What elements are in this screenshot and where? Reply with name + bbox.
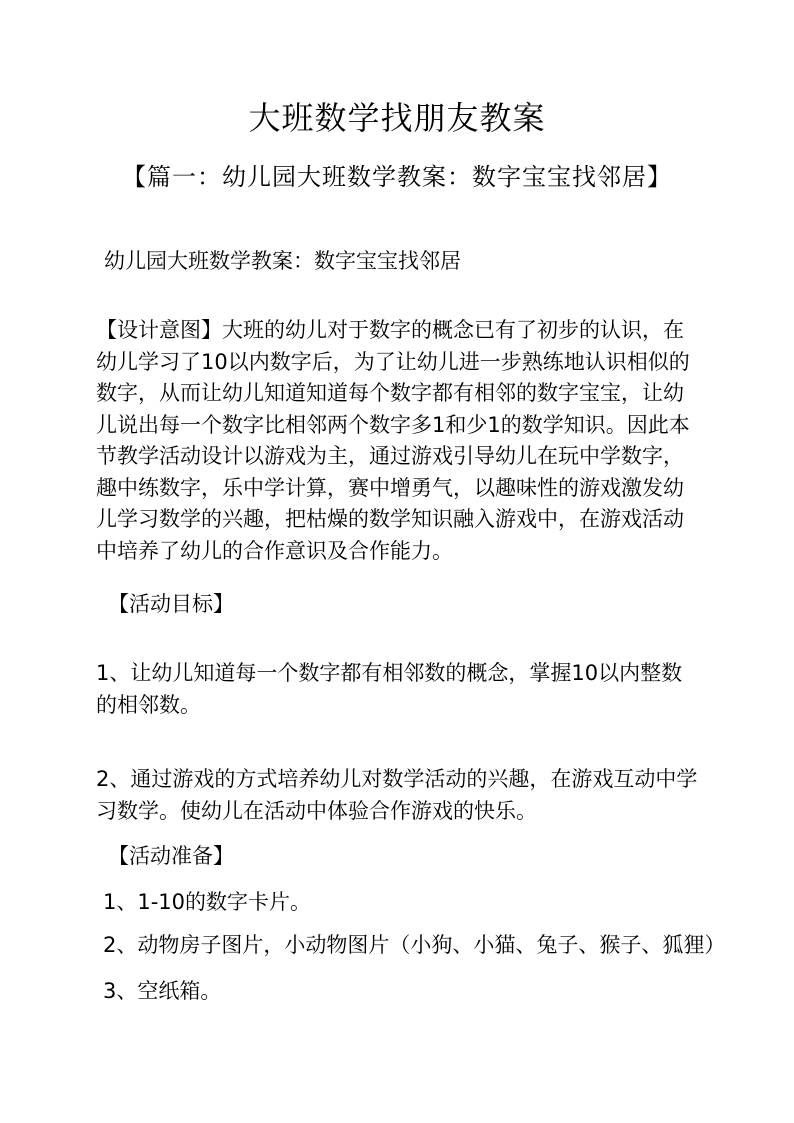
prep-item-2: 2、动物房子图片，小动物图片（小狗、小猫、兔子、猴子、狐狸） [103,933,726,957]
design-intent-paragraph: 【设计意图】大班的幼儿对于数字的概念已有了初步的认识，在幼儿学习了10以内数字后，为了让幼儿进一步熟练地认识相似的数字，从而让幼儿知道知道每个数字都有相邻的数字宝宝，让幼儿说出每一个数字比相邻两个数字多1和少1的数学知识。因此本节教学活动设计以游戏为主，通过游戏引导幼儿在玩中学数字，趣中练数字，乐中学计算，赛中增勇气，以趣味性的游戏激发幼儿学习数学的兴趣，把枯燥的数学知识融入游戏中，在游戏活动中培养了幼儿的合作意识及合作能力。 [96,318,690,563]
goal-item-2: 2、通过游戏的方式培养幼儿对数学活动的兴趣，在游戏互动中学习数学。使幼儿在活动中体验合作游戏的快乐。 [96,767,698,823]
prep-item-1: 1、1-10的数字卡片。 [103,890,312,914]
prep-item-3: 3、空纸箱。 [103,979,222,1003]
document-subtitle: 【篇一：幼儿园大班数学教案：数字宝宝找邻居】 [122,163,672,191]
goals-heading: 【活动目标】 [108,592,234,616]
prep-heading: 【活动准备】 [108,844,234,868]
goal-item-1: 1、让幼儿知道每一个数字都有相邻数的概念，掌握10以内整数的相邻数。 [96,661,683,717]
document-title: 大班数学找朋友教案 [248,99,546,137]
section-heading: 幼儿园大班数学教案：数字宝宝找邻居 [104,249,461,273]
